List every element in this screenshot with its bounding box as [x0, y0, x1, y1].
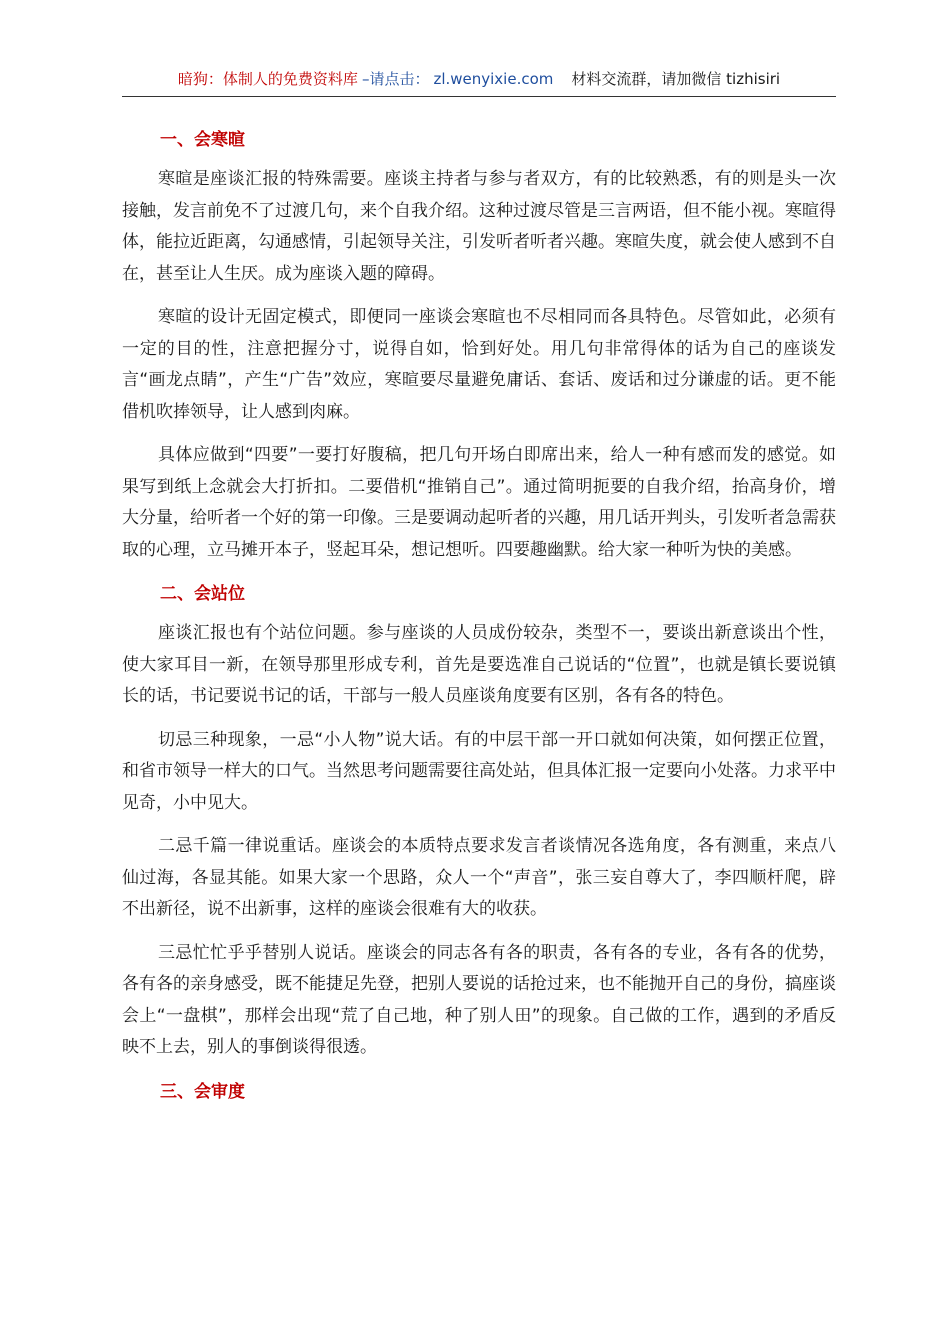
header-brand: 暗狗：体制人的免费资料库: [177, 70, 358, 88]
page-header: [122, 66, 836, 97]
section-heading: 一、会寒暄: [160, 130, 245, 150]
header-link-prefix: –请点击：: [361, 70, 430, 88]
document-body: [122, 124, 836, 1108]
header-contact: 材料交流群，请加微信 tizhisiri: [571, 70, 781, 88]
section-heading: 三、会审度: [160, 1081, 245, 1102]
paragraph: 二忌千篇一律说重话。座谈会的本质特点要求发言者谈情况各选角度，各有测重，来点八仙过海，各显其能。如果大家一个思路，众人一个“声音”，张三妄自尊大了，李四顺杆爬，辟不出新径，说不出新事，这样的座谈会很难有大的收获。: [122, 836, 836, 919]
paragraph: 具体应做到“四要”一要打好腹稿，把几句开场白即席出来，给人一种有感而发的感觉。如果写到纸上念就会大打折扣。二要借机“推销自己”。通过简明扼要的自我介绍，抬高身价，增大分量，给听者一个好的第一印像。三是要调动起听者的兴趣，用几话开判头，引发听者急需获取的心理，立马摊开本子，竖起耳朵，想记想听。四要趣幽默。给大家一种听为快的美感。: [122, 445, 836, 560]
paragraph: 寒暄的设计无固定模式，即便同一座谈会寒暄也不尽相同而各具特色。尽管如此，必须有一定的目的性，注意把握分寸，说得自如，恰到好处。用几句非常得体的话为自己的座谈发言“画龙点睛”，产生“广告”效应，寒暄要尽量避免庸话、套话、废话和过分谦虚的话。更不能借机吹捧领导，让人感到肉麻。: [122, 307, 836, 422]
section-heading: 二、会站位: [160, 584, 245, 604]
paragraph: 三忌忙忙乎乎替别人说话。座谈会的同志各有各的职责，各有各的专业，各有各的优势，各有各的亲身感受，既不能捷足先登，把别人要说的话抢过来，也不能抛开自己的身份，搞座谈会上“一盘棋”，那样会出现“荒了自己地，种了别人田”的现象。自己做的工作，遇到的矛盾反映不上去，别人的事倒谈得很透。: [122, 942, 836, 1057]
paragraph: 切忌三种现象，一忌“小人物”说大话。有的中层干部一开口就如何决策，如何摆正位置，和省市领导一样大的口气。当然思考问题需要往高处站，但具体汇报一定要向小处落。力求平中见奇，小中见大。: [122, 729, 836, 813]
header-link[interactable]: zl.wenyixie.com: [433, 70, 554, 88]
paragraph: 座谈汇报也有个站位问题。参与座谈的人员成份较杂，类型不一，要谈出新意谈出个性，使大家耳目一新，在领导那里形成专利，首先是要选准自己说话的“位置”，也就是镇长要说镇长的话，书记要说书记的话，干部与一般人员座谈角度要有区别，各有各的特色。: [122, 623, 836, 706]
paragraph: 寒暄是座谈汇报的特殊需要。座谈主持者与参与者双方，有的比较熟悉，有的则是头一次接触，发言前免不了过渡几句，来个自我介绍。这种过渡尽管是三言两语，但不能小视。寒暄得体，能拉近距离，勾通感情，引起领导关注，引发听者听者兴趣。寒暄失度，就会使人感到不自在，甚至让人生厌。成为座谈入题的障碍。: [122, 169, 836, 284]
